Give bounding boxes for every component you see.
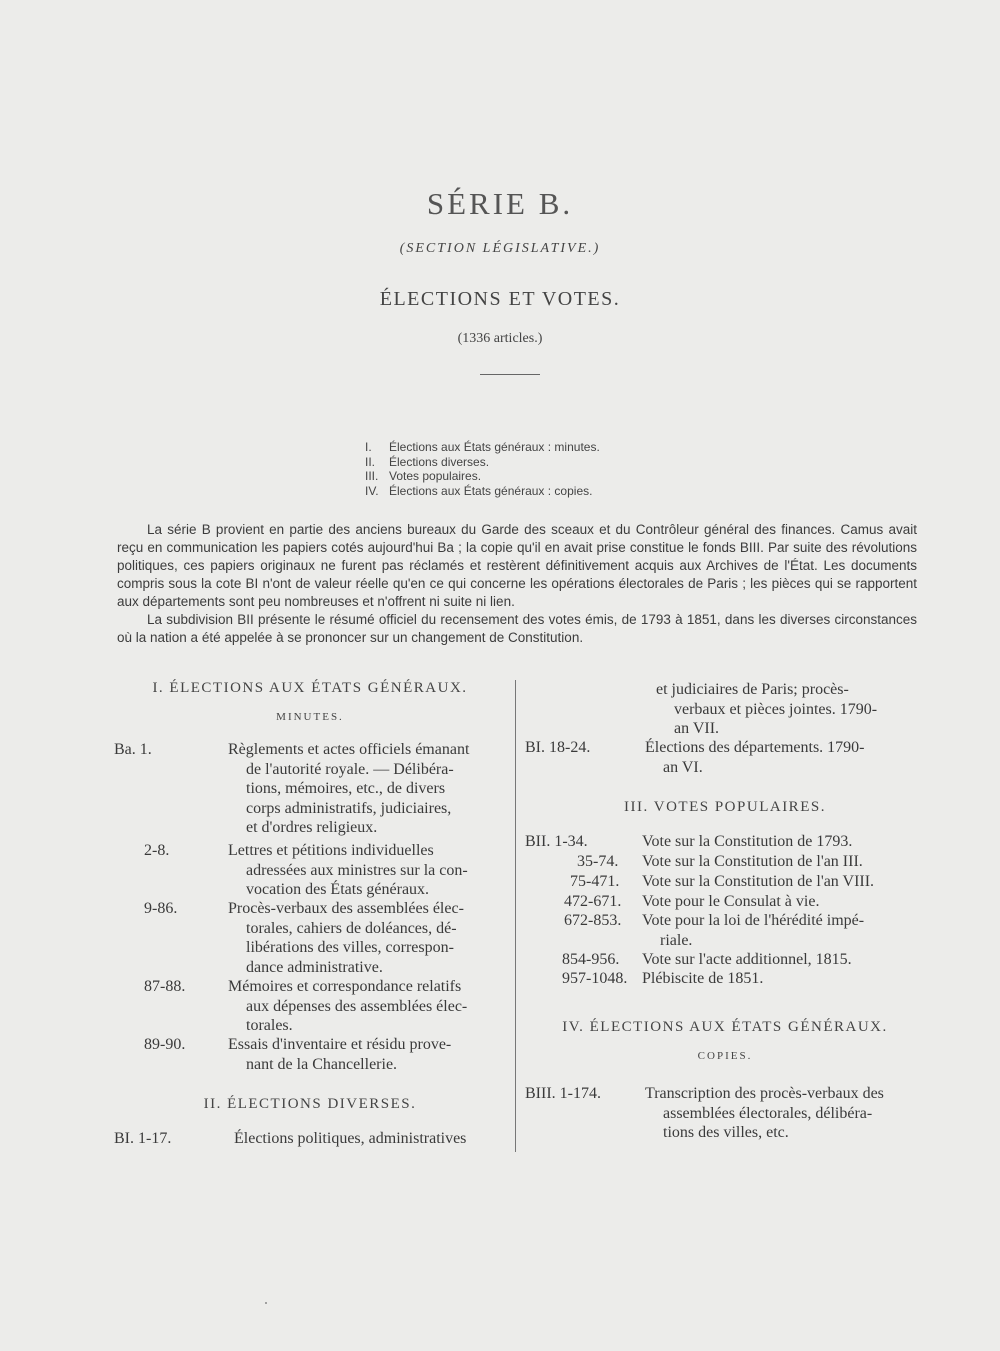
entry-code: 35-74. (577, 853, 619, 870)
intro-paragraph: La subdivision BII présente le résumé officiel du recensement des votes émis, de 1793 à 1851, dans les diverses circonstances où la nation a été appelée à se prononcer sur un changement de Constitution. (117, 612, 917, 645)
toc-item: III. Votes populaires. (365, 469, 482, 483)
entry-description: Mémoires et correspondance relatifs aux dépenses des assemblées élec- torales. (228, 978, 468, 1034)
entry-code: 9-86. (144, 900, 178, 917)
page-subtitle: (SECTION LÉGISLATIVE.) (399, 241, 601, 256)
introduction (117, 521, 917, 647)
toc-item: I. Élections aux États généraux : minutes. (365, 440, 600, 454)
entry-code: BI. 18-24. (525, 739, 591, 756)
entry-code: BIII. 1-174. (525, 1085, 601, 1102)
entry-description: Lettres et pétitions individuelles adressées aux ministres sur la con- vocation des États généraux. (228, 842, 468, 898)
entry-description: Vote pour le Consulat à vie. (642, 893, 820, 910)
entry-code: Ba. 1. (114, 741, 152, 758)
entry-description: Vote sur la Constitution de 1793. (642, 833, 853, 850)
column-divider (515, 680, 516, 1152)
entry-code: 89-90. (144, 1036, 186, 1053)
entry-code: 87-88. (144, 978, 186, 995)
entry-code: 2-8. (144, 842, 170, 859)
intro-paragraph: La série B provient en partie des anciens bureaux du Garde des sceaux et du Contrôleur général des finances. Camus avait reçu en communication les papiers cotés aujourd'hui Ba ; la copie qu'il en avait prise constitue le fonds BIII. Par suite des révolutions politiques, ces papiers originaux ne furent pas réclamés et restèrent définitivement acquis aux Archives de l'État. Les documents compris sous la cote BI n'ont de valeur réelle qu'en ce qui concerne les opérations électorales de Paris ; les pièces qui se rapportent aux départements sont peu nombreuses et n'offrent ni suite ni lien. (117, 522, 917, 609)
entry-code: 854-956. (562, 951, 620, 968)
entry-code: 472-671. (564, 893, 622, 910)
entry-description: Vote sur l'acte additionnel, 1815. (642, 951, 852, 968)
section-title-3: III. VOTES POPULAIRES. (624, 799, 826, 815)
entry-code: 672-853. (564, 912, 622, 929)
entry-description: Règlements et actes officiels émanant de l'autorité royale. — Délibéra- tions, mémoires, etc., de divers corps administratifs, judiciaires, et d'ordres religieux. (228, 741, 470, 836)
entry-description: Élections des départements. 1790- an VI. (645, 739, 865, 776)
toc-item: IV. Élections aux États généraux : copies. (365, 483, 593, 498)
entry-description: Procès-verbaux des assemblées élec- torales, cahiers de doléances, dé- libérations des villes, correspon- dance administrative. (228, 900, 464, 976)
table-of-contents (365, 440, 600, 498)
entry-description: et judiciaires de Paris; procès- verbaux et pièces jointes. 1790- an VII. (656, 681, 878, 737)
entry-description: Vote sur la Constitution de l'an VIII. (642, 873, 875, 890)
article-count: (1336 articles.) (457, 331, 543, 346)
entry-description: Élections politiques, administratives (234, 1130, 467, 1147)
divider-rule (480, 374, 540, 375)
entry-description: Vote pour la loi de l'hérédité impé- riale. (642, 912, 865, 949)
section-title-2: II. ÉLECTIONS DIVERSES. (203, 1096, 417, 1112)
paper-speck (265, 1302, 267, 1304)
section-heading: ÉLECTIONS ET VOTES. (379, 288, 621, 310)
page-title: SÉRIE B. (426, 186, 574, 221)
section-subtitle-4: COPIES. (697, 1050, 753, 1062)
entry-code: 957-1048. (562, 970, 628, 987)
entry-code: BII. 1-34. (525, 833, 588, 850)
entry-description: Vote sur la Constitution de l'an III. (642, 853, 863, 870)
entry-description: Essais d'inventaire et résidu prove- nant de la Chancellerie. (228, 1036, 452, 1073)
section-title-1: I. ÉLECTIONS AUX ÉTATS GÉNÉRAUX. (152, 680, 468, 696)
entry-code: BI. 1-17. (114, 1130, 172, 1147)
toc-item: II. Élections diverses. (365, 454, 490, 469)
section-subtitle-1: MINUTES. (276, 711, 344, 723)
entry-description: Transcription des procès-verbaux des assemblées électorales, délibéra- tions des villes, etc. (645, 1085, 884, 1141)
entry-code: 75-471. (570, 873, 620, 890)
entry-description: Plébiscite de 1851. (642, 970, 764, 987)
section-title-4: IV. ÉLECTIONS AUX ÉTATS GÉNÉRAUX. (562, 1019, 888, 1035)
